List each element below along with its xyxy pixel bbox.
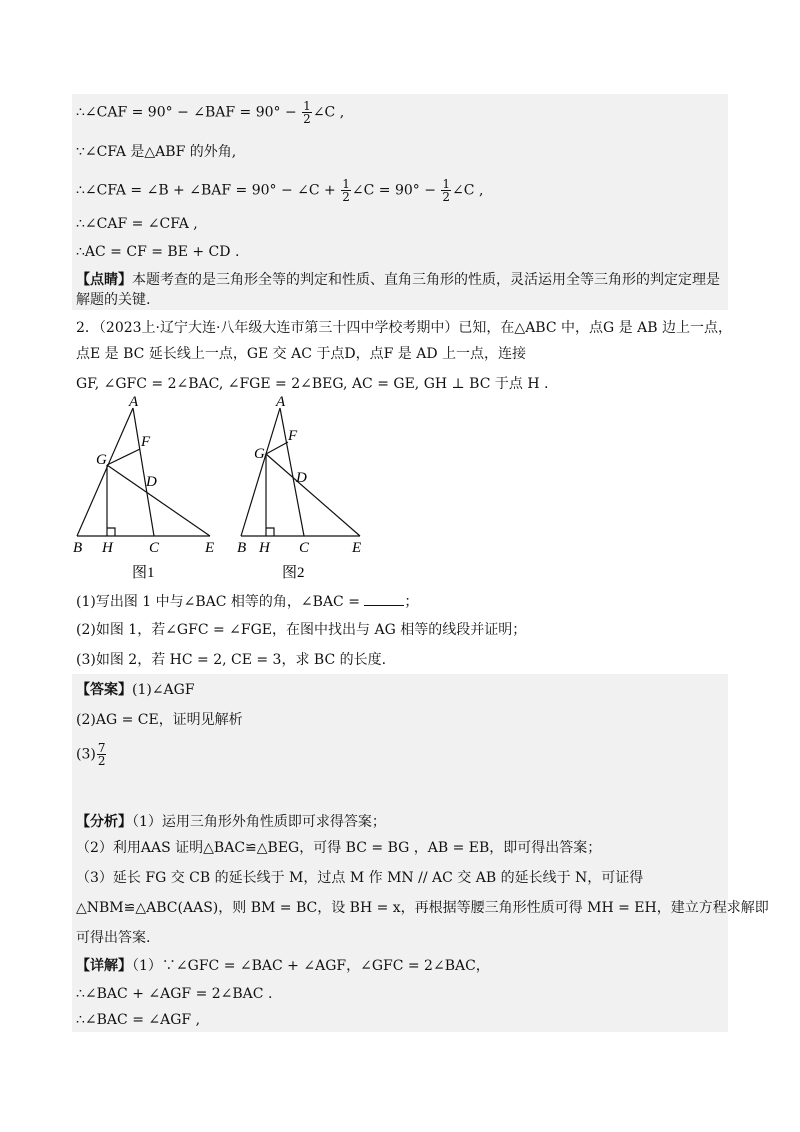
answer-blank — [364, 593, 404, 606]
figure-2-caption: 图2 — [282, 565, 305, 581]
analysis-line-4: △NBM≌△ABC(AAS)，则 BM = BC，设 BH = x，再根据等腰三角形性质可得 MH = EH，建立方程求解即 — [76, 900, 769, 916]
label-A: A — [276, 394, 286, 410]
label-F: F — [288, 428, 298, 444]
figure-1-caption: 图1 — [132, 565, 155, 581]
label-G: G — [96, 452, 107, 468]
label-F: F — [141, 434, 151, 450]
label-E: E — [205, 540, 215, 556]
answer-line-2: (2)AG = CE，证明见解析 — [76, 712, 243, 728]
detail-line-2: ∴∠BAC + ∠AGF = 2∠BAC . — [76, 986, 273, 1002]
label-C: C — [299, 540, 310, 556]
detail-line-3: ∴∠BAC = ∠AGF , — [76, 1012, 201, 1028]
detail-line-1: 【详解】（1）∵∠GFC = ∠BAC + ∠AGF，∠GFC = 2∠BAC， — [76, 958, 490, 974]
label-B: B — [237, 540, 247, 556]
comment-label: 【点睛】 — [76, 272, 132, 288]
label-D: D — [146, 474, 157, 490]
prev-solution-line-4: ∴∠CAF = ∠CFA , — [76, 216, 198, 232]
label-D: D — [296, 470, 307, 486]
analysis-line-5: 可得出答案. — [76, 930, 151, 946]
label-H: H — [102, 540, 113, 556]
fraction: $\frac{1}{2}$ — [342, 177, 350, 204]
analysis-line-2: （2）利用AAS 证明△BAC≌△BEG，可得 BC = BG ，AB = EB，即可得出答案； — [76, 840, 602, 856]
comment-line-1: 【点睛】本题考查的是三角形全等的判定和性质、直角三角形的性质，灵活运用全等三角形的判定定理是 — [76, 272, 720, 288]
prev-solution-line-3: ∴∠CFA = ∠B + ∠BAF = 90° − ∠C + $\frac{1}{2}$ ∠C = 90° − $\frac{1}{2}$ ∠C , — [76, 177, 484, 204]
label-C: C — [149, 540, 160, 556]
analysis-label: 【分析】 — [76, 814, 132, 830]
part-3: (3)如图 2，若 HC = 2, CE = 3，求 BC 的长度. — [76, 652, 387, 668]
analysis-line-3: （3）延长 FG 交 CB 的延长线于 M，过点 M 作 MN // AC 交 AB 的延长线于 N，可证得 — [76, 870, 644, 886]
answer-line-1: 【答案】(1)∠AGF — [76, 682, 195, 698]
fraction: $\frac{1}{2}$ — [303, 99, 311, 126]
analysis-line-1: 【分析】（1）运用三角形外角性质即可求得答案； — [76, 814, 386, 830]
detail-label: 【详解】 — [76, 958, 132, 974]
prev-solution-line-2: ∵∠CFA 是△ABF 的外角, — [76, 144, 237, 160]
part-1: (1)写出图 1 中与∠BAC 相等的角，∠BAC = ； — [76, 594, 419, 610]
prev-solution-line-1: ∴∠CAF = 90° − ∠BAF = 90° − $\frac{1}{2}$ ∠C , — [76, 99, 345, 126]
figure-1 — [60, 394, 230, 584]
question-line-1: 2．（2023上·辽宁大连·八年级大连市第三十四中学校考期中）已知，在△ABC 中，点G 是 AB 边上一点， — [76, 320, 732, 336]
label-H: H — [259, 540, 270, 556]
answer-label: 【答案】 — [76, 682, 132, 698]
question-line-3: GF, ∠GFC = 2∠BAC, ∠FGE = 2∠BEG, AC = GE, GH ⊥ BC 于点 H . — [76, 376, 549, 392]
figure-2 — [224, 394, 394, 584]
comment-line-2: 解题的关键. — [76, 292, 151, 308]
label-E: E — [352, 540, 362, 556]
label-A: A — [129, 394, 139, 410]
label-B: B — [73, 540, 83, 556]
label-G: G — [254, 446, 265, 462]
fraction: $\frac{1}{2}$ — [442, 177, 451, 204]
fraction: $\frac{7}{2}$ — [97, 741, 106, 768]
answer-line-3: (3) $\frac{7}{2}$ — [76, 741, 106, 768]
part-2: (2)如图 1，若∠GFC = ∠FGE，在图中找出与 AG 相等的线段并证明； — [76, 622, 527, 638]
prev-solution-line-5: ∴AC = CF = BE + CD . — [76, 244, 240, 260]
question-line-2: 点E 是 BC 延长线上一点，GE 交 AC 于点D，点F 是 AD 上一点，连接 — [76, 346, 527, 362]
